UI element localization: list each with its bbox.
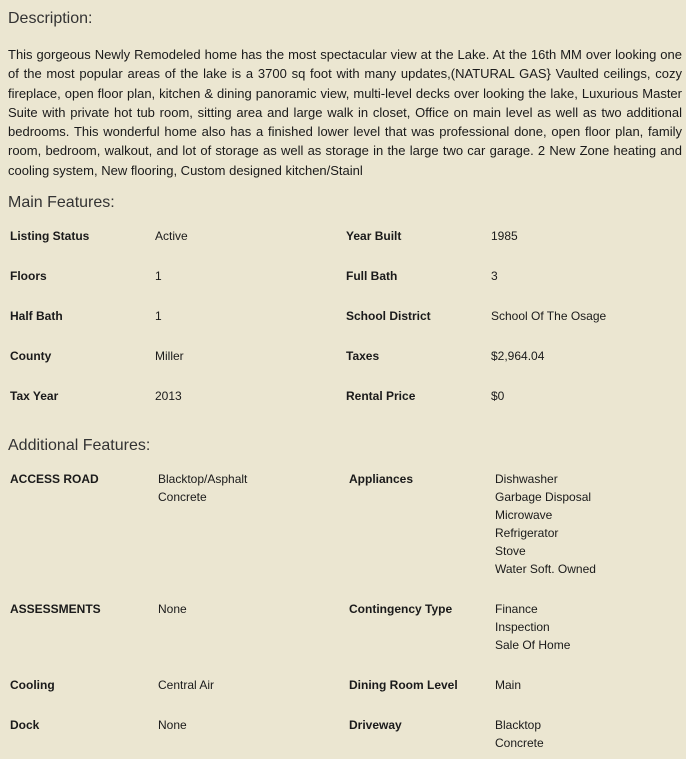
feature-label: Rental Price	[346, 389, 416, 403]
feature-value: 2013	[155, 389, 182, 403]
feature-label: Driveway	[349, 718, 402, 732]
feature-value: 1	[155, 309, 162, 323]
feature-value-list	[158, 470, 247, 506]
feature-value: Microwave	[495, 508, 553, 522]
feature-value-list	[495, 676, 521, 694]
feature-value-list	[158, 716, 187, 734]
feature-label: Tax Year	[10, 389, 59, 403]
feature-value: Garbage Disposal	[495, 490, 592, 504]
feature-label: ASSESSMENTS	[10, 602, 101, 616]
feature-label: Year Built	[346, 229, 402, 243]
feature-value: Refrigerator	[495, 526, 559, 540]
feature-value: Finance	[495, 602, 538, 616]
feature-value: School Of The Osage	[491, 309, 607, 323]
feature-value-list	[158, 600, 187, 618]
feature-value: 1	[155, 269, 162, 283]
feature-value: Sale Of Home	[495, 638, 571, 652]
feature-value-list	[158, 676, 214, 694]
description-text: This gorgeous Newly Remodeled home has the most spectacular view at the Lake. At the 16th MM over looking one of the most popular areas of the lake is a 3700 sq foot with many updates,(NATURAL GAS} Vaulted ceilings, cozy fireplace, open floor plan, kitchen & dining panoramic view, multi-level decks over looking the lake, Luxurious Master Suite with private hot tub room, sitting area and large walk in closet, Office on main level as well as two additional bedrooms. This wonderful home also has a finished lower level that was professional done, open floor plan, family room, bedroom, walkout, and lot of storage as well as storage in the large two car garage. 2 New Zone heating and cooling system, New flooring, Custom designed kitchen/Stainl	[8, 47, 682, 178]
feature-value: Blacktop	[495, 718, 542, 732]
feature-value: Inspection	[495, 620, 550, 634]
feature-label: ACCESS ROAD	[10, 472, 99, 486]
feature-value: Active	[155, 229, 188, 243]
feature-value-list	[495, 716, 544, 752]
feature-value: 3	[491, 269, 498, 283]
feature-value: $2,964.04	[491, 349, 545, 363]
feature-value: Blacktop/Asphalt	[158, 472, 248, 486]
feature-label: Taxes	[346, 349, 380, 363]
feature-value: Miller	[155, 349, 184, 363]
feature-value: Central Air	[158, 678, 215, 692]
additional-features-heading: Additional Features:	[8, 437, 151, 454]
feature-value: Main	[495, 678, 522, 692]
main-features-heading: Main Features:	[8, 194, 115, 211]
feature-value: $0	[491, 389, 505, 403]
description-heading: Description:	[8, 10, 93, 27]
feature-label: School District	[346, 309, 431, 323]
feature-value: 1985	[491, 229, 518, 243]
feature-label: Full Bath	[346, 269, 398, 283]
feature-value: Water Soft. Owned	[495, 562, 596, 576]
feature-value: None	[158, 602, 187, 616]
feature-value-list	[495, 600, 570, 654]
feature-label: Floors	[10, 269, 47, 283]
feature-value: None	[158, 718, 187, 732]
feature-label: Listing Status	[10, 229, 90, 243]
feature-label: Dock	[10, 718, 40, 732]
feature-value: Stove	[495, 544, 526, 558]
feature-value-list	[495, 470, 596, 578]
feature-value: Concrete	[495, 736, 544, 750]
feature-value: Dishwasher	[495, 472, 558, 486]
feature-label: County	[10, 349, 52, 363]
feature-value: Concrete	[158, 490, 207, 504]
feature-label: Contingency Type	[349, 602, 453, 616]
feature-label: Dining Room Level	[349, 678, 458, 692]
feature-label: Half Bath	[10, 309, 63, 323]
feature-label: Appliances	[349, 472, 414, 486]
feature-label: Cooling	[10, 678, 55, 692]
